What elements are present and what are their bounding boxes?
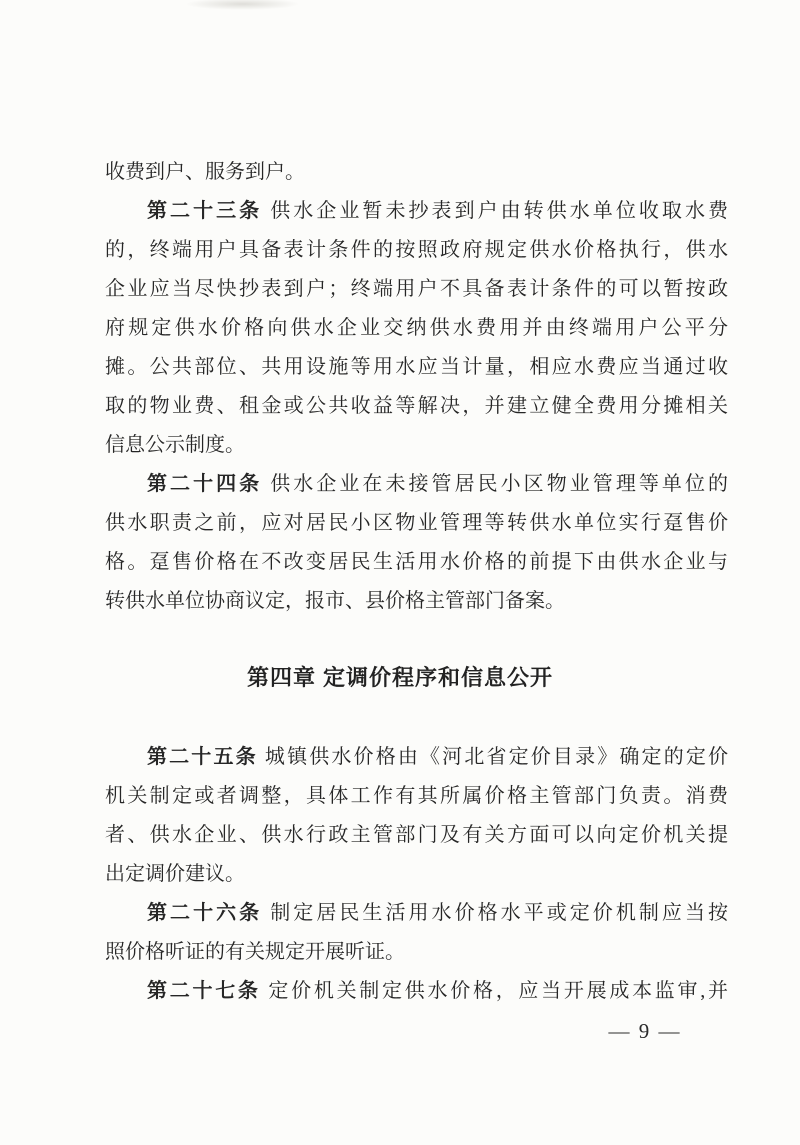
text-line: 信息公示制度。 bbox=[105, 434, 245, 456]
article-number: 第二十六条 bbox=[147, 902, 263, 924]
article-number: 第二十四条 bbox=[147, 473, 263, 495]
text-line: 收费到户、服务到户。 bbox=[105, 161, 305, 183]
article-line: 第二十四条 供水企业在未接管居民小区物业管理等单位的 bbox=[147, 473, 729, 495]
document-body bbox=[105, 153, 728, 1011]
text-line: 摊。公共部位、共用设施等用水应当计量，相应水费应当通过收 bbox=[105, 356, 728, 378]
article-line: 第二十三条 供水企业暂未抄表到户由转供水单位收取水费 bbox=[147, 200, 729, 222]
page-number: — 9 — bbox=[608, 1019, 682, 1043]
text-line: 供水职责之前，应对居民小区物业管理等转供水单位实行趸售价 bbox=[105, 512, 728, 534]
text-line: 照价格听证的有关规定开展听证。 bbox=[105, 941, 405, 963]
text-line: 格。趸售价格在不改变居民生活用水价格的前提下由供水企业与 bbox=[105, 551, 728, 573]
text-line: 企业应当尽快抄表到户；终端用户不具备表计条件的可以暂按政 bbox=[105, 278, 728, 300]
article-number: 第二十五条 bbox=[147, 746, 258, 768]
text-line: 取的物业费、租金或公共收益等解决，并建立健全费用分摊相关 bbox=[105, 395, 728, 417]
text-line: 者、供水企业、供水行政主管部门及有关方面可以向定价机关提 bbox=[105, 824, 728, 846]
text-line: 的，终端用户具备表计条件的按照政府规定供水价格执行，供水 bbox=[105, 239, 728, 261]
text-line: 出定调价建议。 bbox=[105, 863, 245, 885]
article-line: 第二十六条 制定居民生活用水价格水平或定价机制应当按 bbox=[147, 902, 729, 924]
article-line: 第二十七条 定价机关制定供水价格，应当开展成本监审,并 bbox=[147, 980, 729, 1002]
chapter-heading: 第四章 定调价程序和信息公开 bbox=[246, 665, 554, 690]
text-line: 机关制定或者调整，具体工作有其所属价格主管部门负责。消费 bbox=[105, 785, 728, 807]
scan-smudge bbox=[185, 0, 300, 10]
article-line: 第二十五条 城镇供水价格由《河北省定价目录》确定的定价 bbox=[147, 746, 729, 768]
text-line: 府规定供水价格向供水企业交纳供水费用并由终端用户公平分 bbox=[105, 317, 728, 339]
text-line: 转供水单位协商议定，报市、县价格主管部门备案。 bbox=[105, 590, 565, 612]
article-number: 第二十七条 bbox=[147, 980, 261, 1002]
article-number: 第二十三条 bbox=[147, 200, 263, 222]
